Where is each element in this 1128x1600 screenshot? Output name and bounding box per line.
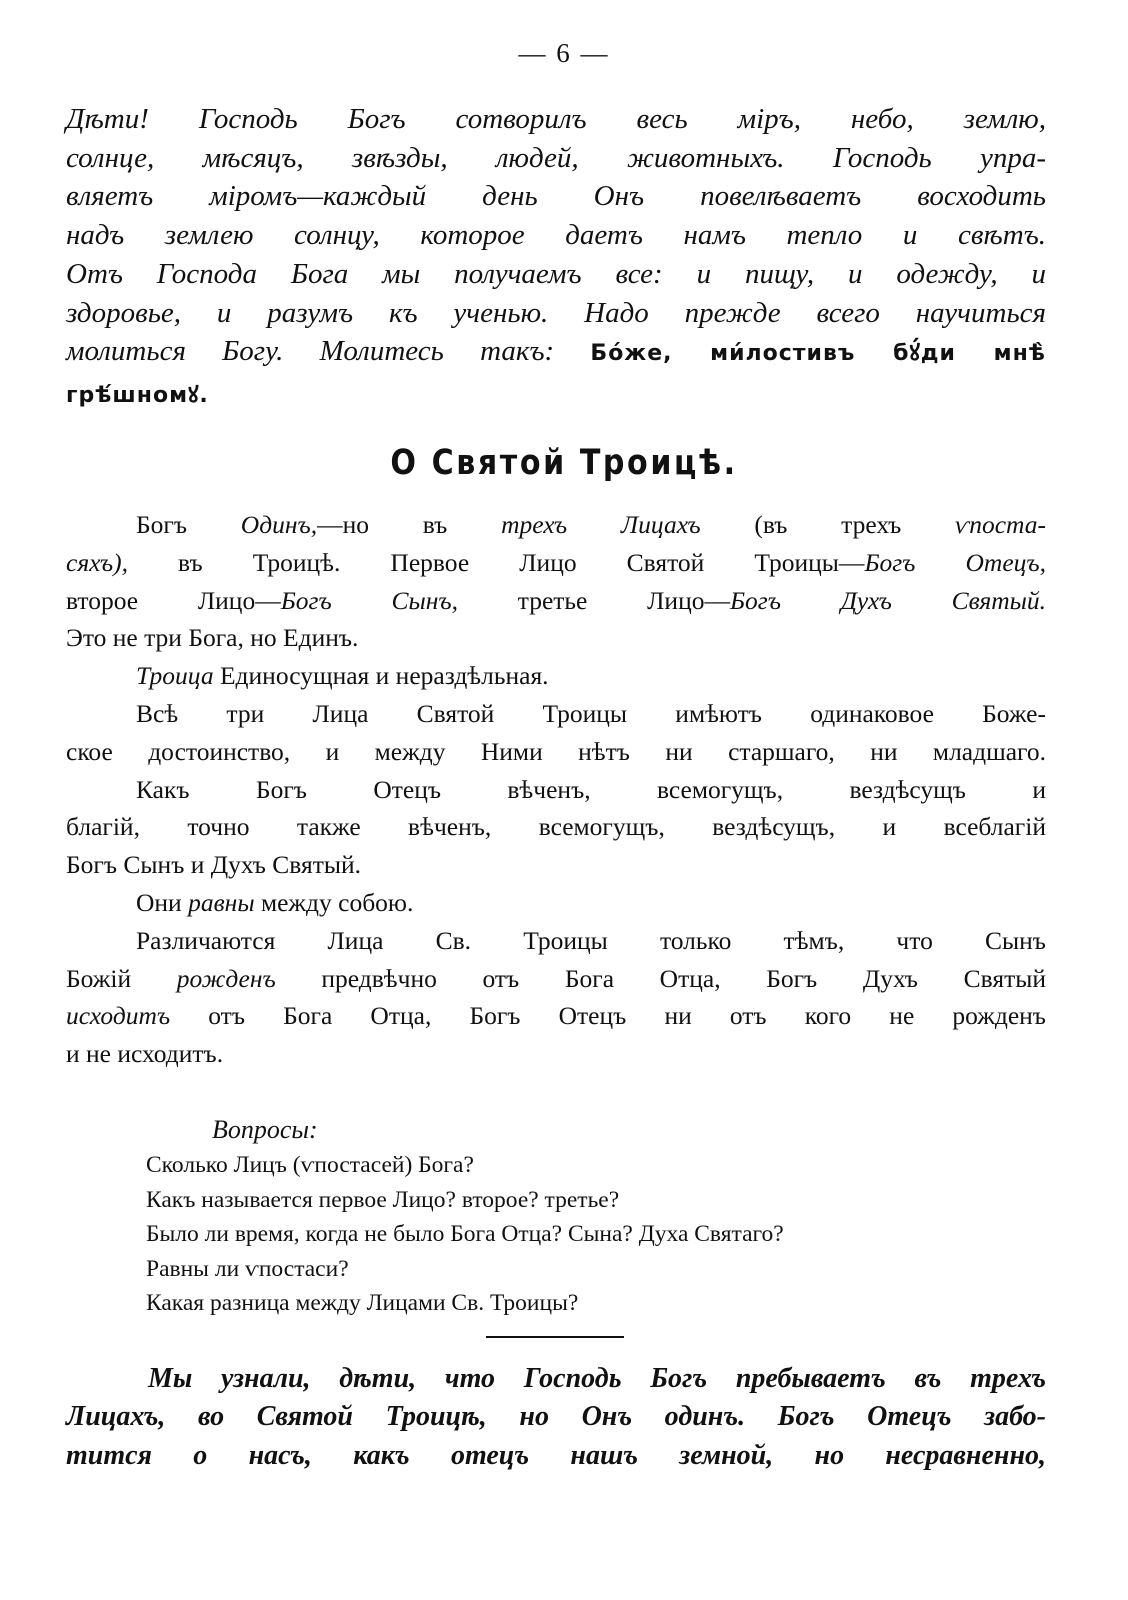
question-item: Равны ли ѵпостаси? — [146, 1255, 349, 1282]
questions-block — [146, 1112, 1046, 1321]
emphasis-text: Богъ Сынъ, — [280, 585, 458, 615]
text-segment: —но въ — [317, 510, 502, 539]
questions-list — [146, 1148, 1046, 1321]
text-segment: (въ трехъ — [700, 510, 956, 539]
text-segment: Единосущная и нераздѣльная. — [213, 661, 549, 691]
text-segment: Отъ Господа Бога мы получаемъ все: и пищу, и одежду, и — [66, 257, 1046, 290]
text-line — [66, 846, 1046, 884]
text-segment: ское достоинство, и между Ними нѣтъ ни старшаго, ни младшаго. — [66, 736, 1046, 766]
closing-paragraph — [66, 1360, 1046, 1475]
text-line — [66, 1437, 1046, 1475]
text-segment: въ Троицѣ. Первое Лицо Святой Троицы— — [127, 547, 865, 577]
emphasis-text: Одинъ, — [240, 510, 318, 539]
emphasis-text: равны — [188, 887, 255, 917]
text-line — [66, 582, 1046, 620]
text-segment: Лицахъ, во Святой Троицѣ, но Онъ одинъ. Богъ Отецъ забо- — [66, 1401, 1046, 1433]
text-segment: и не исходитъ. — [66, 1039, 224, 1069]
text-segment: между собою. — [254, 887, 414, 917]
emphasis-text: Троица — [136, 661, 214, 691]
emphasis-text: Богъ Отецъ, — [864, 547, 1047, 577]
text-segment: отъ Бога Отца, Богъ Отецъ ни отъ кого не рожденъ — [170, 1001, 1046, 1031]
trinity-text — [66, 506, 1046, 1073]
text-segment: благій, точно также вѣченъ, всемогущъ, вездѣсущъ, и всеблагій — [66, 812, 1046, 842]
text-segment: Дѣти! Господь Богъ сотворилъ весь міръ, небо, землю, — [66, 103, 1046, 135]
text-line — [66, 997, 1046, 1035]
emphasis-text: Богъ Духъ Святый. — [729, 585, 1046, 615]
text-line — [66, 1035, 1046, 1073]
text-line — [66, 255, 1046, 294]
intro-paragraph — [66, 100, 1046, 416]
text-segment: Всѣ три Лица Святой Троицы имѣютъ одинаковое Боже- — [136, 698, 1046, 728]
text-segment: молиться Богу. Молитесь такъ: — [66, 335, 555, 368]
text-line — [66, 374, 1046, 416]
text-segment: второе Лицо— — [66, 585, 281, 615]
question-item: Сколько Лицъ (ѵпостасей) Бога? — [146, 1152, 474, 1178]
text-segment: здоровье, и разумъ къ ученью. Надо прежде всего научиться — [66, 296, 1046, 329]
text-segment: надъ землею солнцу, которое даетъ намъ тепло и свѣтъ. — [66, 219, 1046, 252]
emphasis-text: ѵпоста- — [955, 510, 1046, 539]
emphasis-text: трехъ Лицахъ — [501, 510, 701, 539]
text-line — [66, 884, 1046, 922]
text-line — [66, 619, 1046, 657]
text-line — [66, 506, 1046, 544]
text-line — [66, 294, 1046, 333]
question-item: Было ли время, когда не было Бога Отца? Сына? Духа Святаго? — [146, 1221, 784, 1248]
prayer-church-slavonic: Бо́же, ми́лостивъ бꙋ́ди мнѣ̀ — [590, 341, 1046, 367]
text-line — [66, 922, 1046, 960]
question-item: Какъ называется первое Лицо? второе? третье? — [146, 1186, 620, 1213]
text-line — [66, 771, 1046, 809]
text-segment: Богъ — [136, 510, 241, 539]
text-segment: Мы узнали, дѣти, что Господь Богъ пребываетъ въ трехъ — [148, 1363, 1046, 1394]
text-segment: Какъ Богъ Отецъ вѣченъ, всемогущъ, вездѣсущъ и — [136, 774, 1046, 804]
text-segment: тится о насъ, какъ отецъ нашъ земной, но несравненно, — [66, 1439, 1046, 1471]
text-line — [66, 332, 1046, 374]
text-line — [66, 100, 1046, 139]
text-segment: Это не три Бога, но Единъ. — [66, 623, 359, 653]
text-line — [66, 216, 1046, 255]
emphasis-text: сяхъ), — [66, 547, 128, 577]
text-line — [66, 1398, 1046, 1436]
text-line — [66, 960, 1046, 998]
text-line — [66, 695, 1046, 733]
text-segment: солнце, мѣсяцъ, звѣзды, людей, животныхъ. Господь упра- — [66, 141, 1046, 174]
text-line — [66, 139, 1046, 178]
section-divider — [486, 1336, 624, 1338]
section-heading: О Святой Троицѣ. — [390, 443, 738, 483]
text-segment: вляетъ міромъ—каждый день Онъ повелѣваетъ восходить — [66, 180, 1046, 213]
text-segment: Различаются Лица Св. Троицы только тѣмъ, что Сынъ — [136, 925, 1046, 955]
text-line — [66, 177, 1046, 216]
text-segment: Божій — [66, 963, 177, 993]
text-segment: Богъ Сынъ и Духъ Святый. — [66, 850, 362, 880]
text-line — [66, 733, 1046, 771]
question-item: Какая разница между Лицами Св. Троицы? — [146, 1290, 579, 1317]
prayer-church-slavonic: грѣ́шномꙋ. — [66, 382, 209, 408]
text-segment: Они — [136, 887, 189, 917]
text-segment: предвѣчно отъ Бога Отца, Богъ Духъ Святый — [275, 963, 1046, 993]
emphasis-text: рожденъ — [176, 963, 276, 993]
text-segment: третье Лицо— — [457, 585, 730, 615]
text-line — [66, 657, 1046, 695]
text-line — [66, 808, 1046, 846]
questions-title: Вопросы: — [212, 1115, 318, 1144]
page-number: — 6 — — [518, 38, 610, 68]
text-line — [66, 544, 1046, 582]
text-line — [66, 1360, 1046, 1398]
emphasis-text: исходитъ — [66, 1001, 171, 1031]
